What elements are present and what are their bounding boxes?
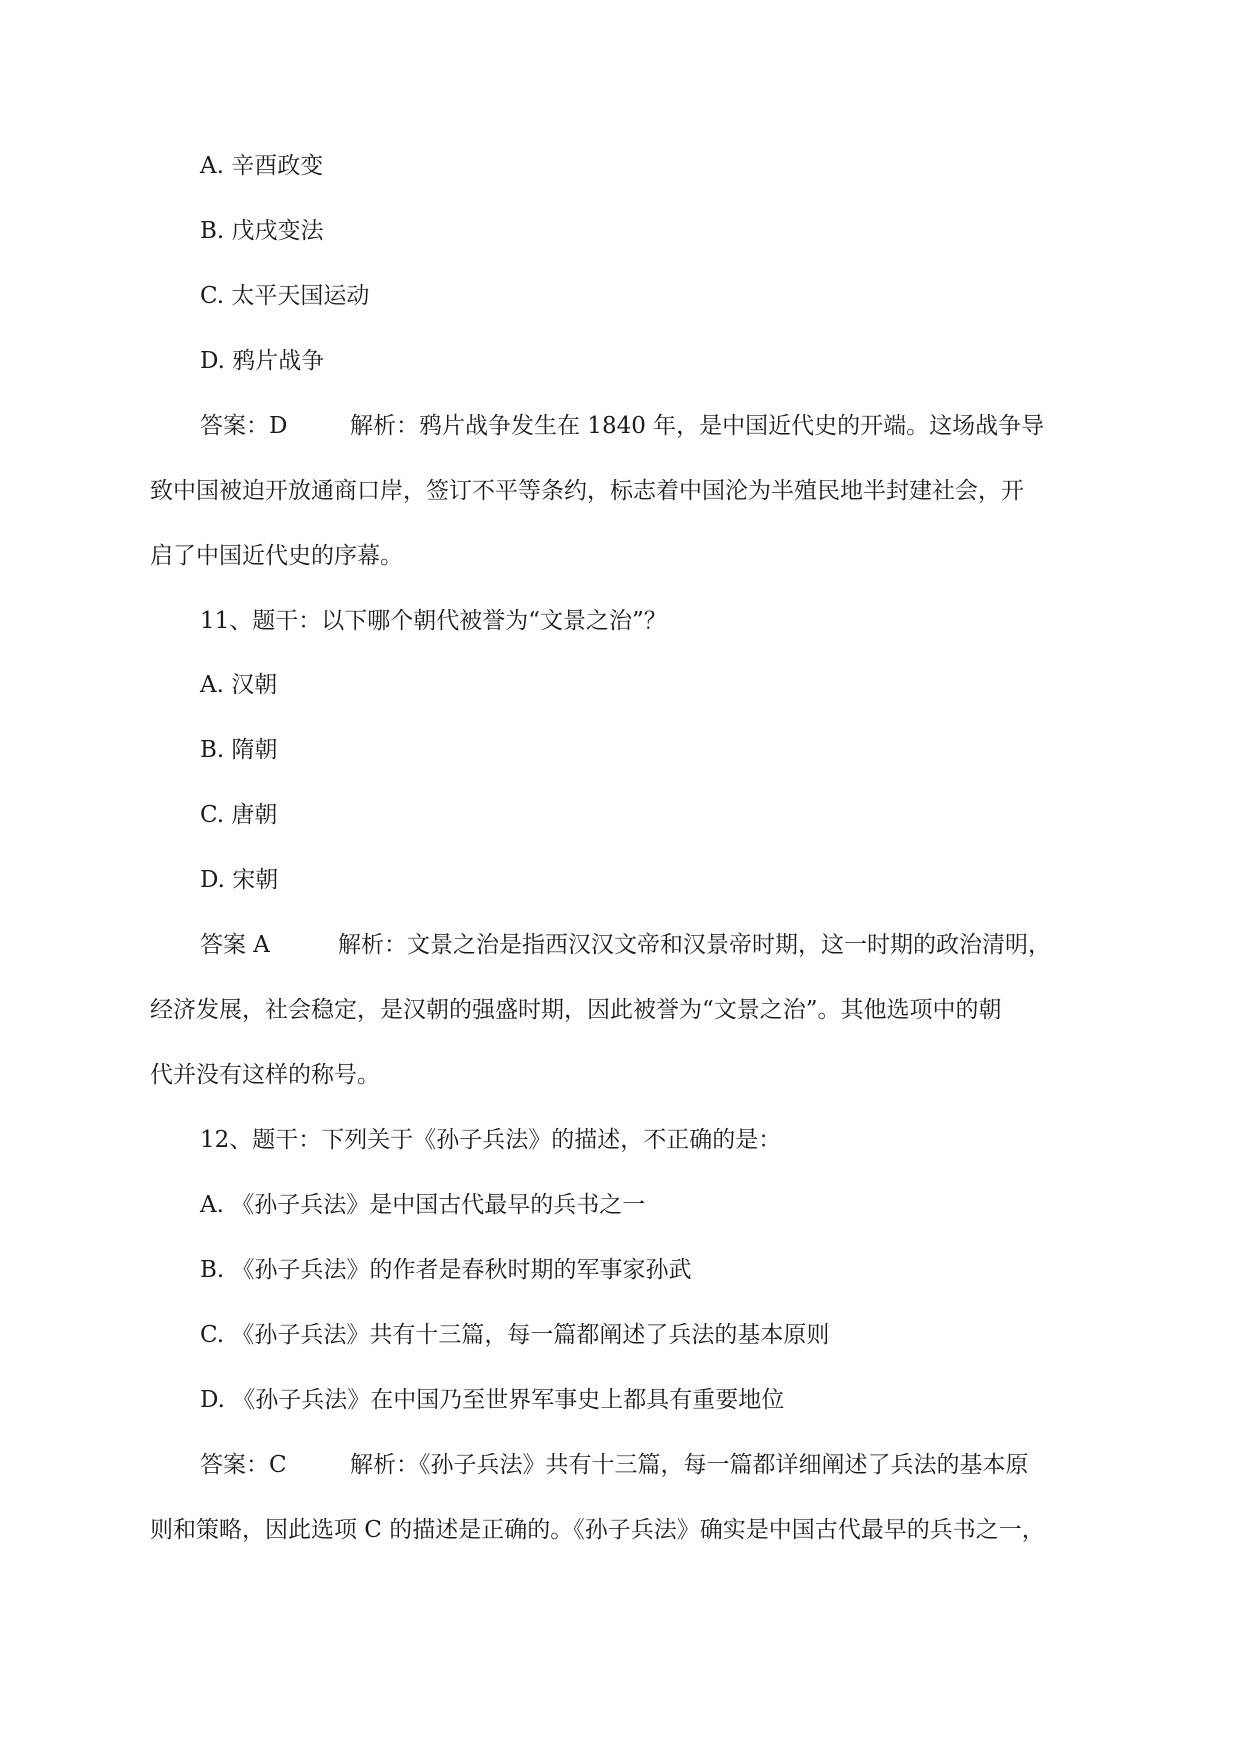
q12-option-a: A. 《孙子兵法》是中国古代最早的兵书之一 <box>200 1192 646 1218</box>
q12-option-b: B. 《孙子兵法》的作者是春秋时期的军事家孙武 <box>200 1257 692 1283</box>
q10-explanation-line-2: 致中国被迫开放通商口岸，签订不平等条约，标志着中国沦为半殖民地半封建社会，开 <box>150 478 1024 504</box>
q12-explanation-line-2: 则和策略，因此选项 C 的描述是正确的。《孙子兵法》确实是中国古代最早的兵书之一， <box>150 1517 1045 1543</box>
q11-answer-label: 答案 A <box>200 932 270 958</box>
q11-explanation-line-1: 解析：文景之治是指西汉汉文帝和汉景帝时期，这一时期的政治清明， <box>338 932 1051 958</box>
q11-answer-line <box>200 930 1051 960</box>
q11-option-b: B. 隋朝 <box>200 737 278 763</box>
q11-option-d: D. 宋朝 <box>200 867 279 893</box>
q12-stem: 12、题干：下列关于《孙子兵法》的描述，不正确的是： <box>200 1127 782 1153</box>
q10-option-a: A. 辛酉政变 <box>200 153 324 179</box>
q11-explanation-line-3: 代并没有这样的称号。 <box>150 1062 380 1088</box>
q10-explanation-line-1: 解析：鸦片战争发生在 1840 年，是中国近代史的开端。这场战争导 <box>350 413 1045 439</box>
q11-explanation-line-2: 经济发展，社会稳定，是汉朝的强盛时期，因此被誉为“文景之治”。其他选项中的朝 <box>150 997 1002 1023</box>
q12-answer-line <box>200 1450 1029 1480</box>
q10-option-b: B. 戊戌变法 <box>200 218 324 244</box>
q11-option-a: A. 汉朝 <box>200 672 278 698</box>
q12-option-d: D. 《孙子兵法》在中国乃至世界军事史上都具有重要地位 <box>200 1387 785 1413</box>
q10-answer-line <box>200 411 1044 441</box>
q10-option-c: C. 太平天国运动 <box>200 283 370 309</box>
q10-option-d: D. 鸦片战争 <box>200 348 325 374</box>
q10-answer-label: 答案：D <box>200 413 288 439</box>
q12-option-c: C. 《孙子兵法》共有十三篇，每一篇都阐述了兵法的基本原则 <box>200 1322 830 1348</box>
q11-option-c: C. 唐朝 <box>200 802 278 828</box>
q12-answer-label: 答案：C <box>200 1452 287 1478</box>
q11-stem: 11、题干：以下哪个朝代被誉为“文景之治”？ <box>200 608 667 634</box>
q12-explanation-line-1: 解析：《孙子兵法》共有十三篇，每一篇都详细阐述了兵法的基本原 <box>350 1452 1029 1478</box>
q10-explanation-line-3: 启了中国近代史的序幕。 <box>150 543 403 569</box>
